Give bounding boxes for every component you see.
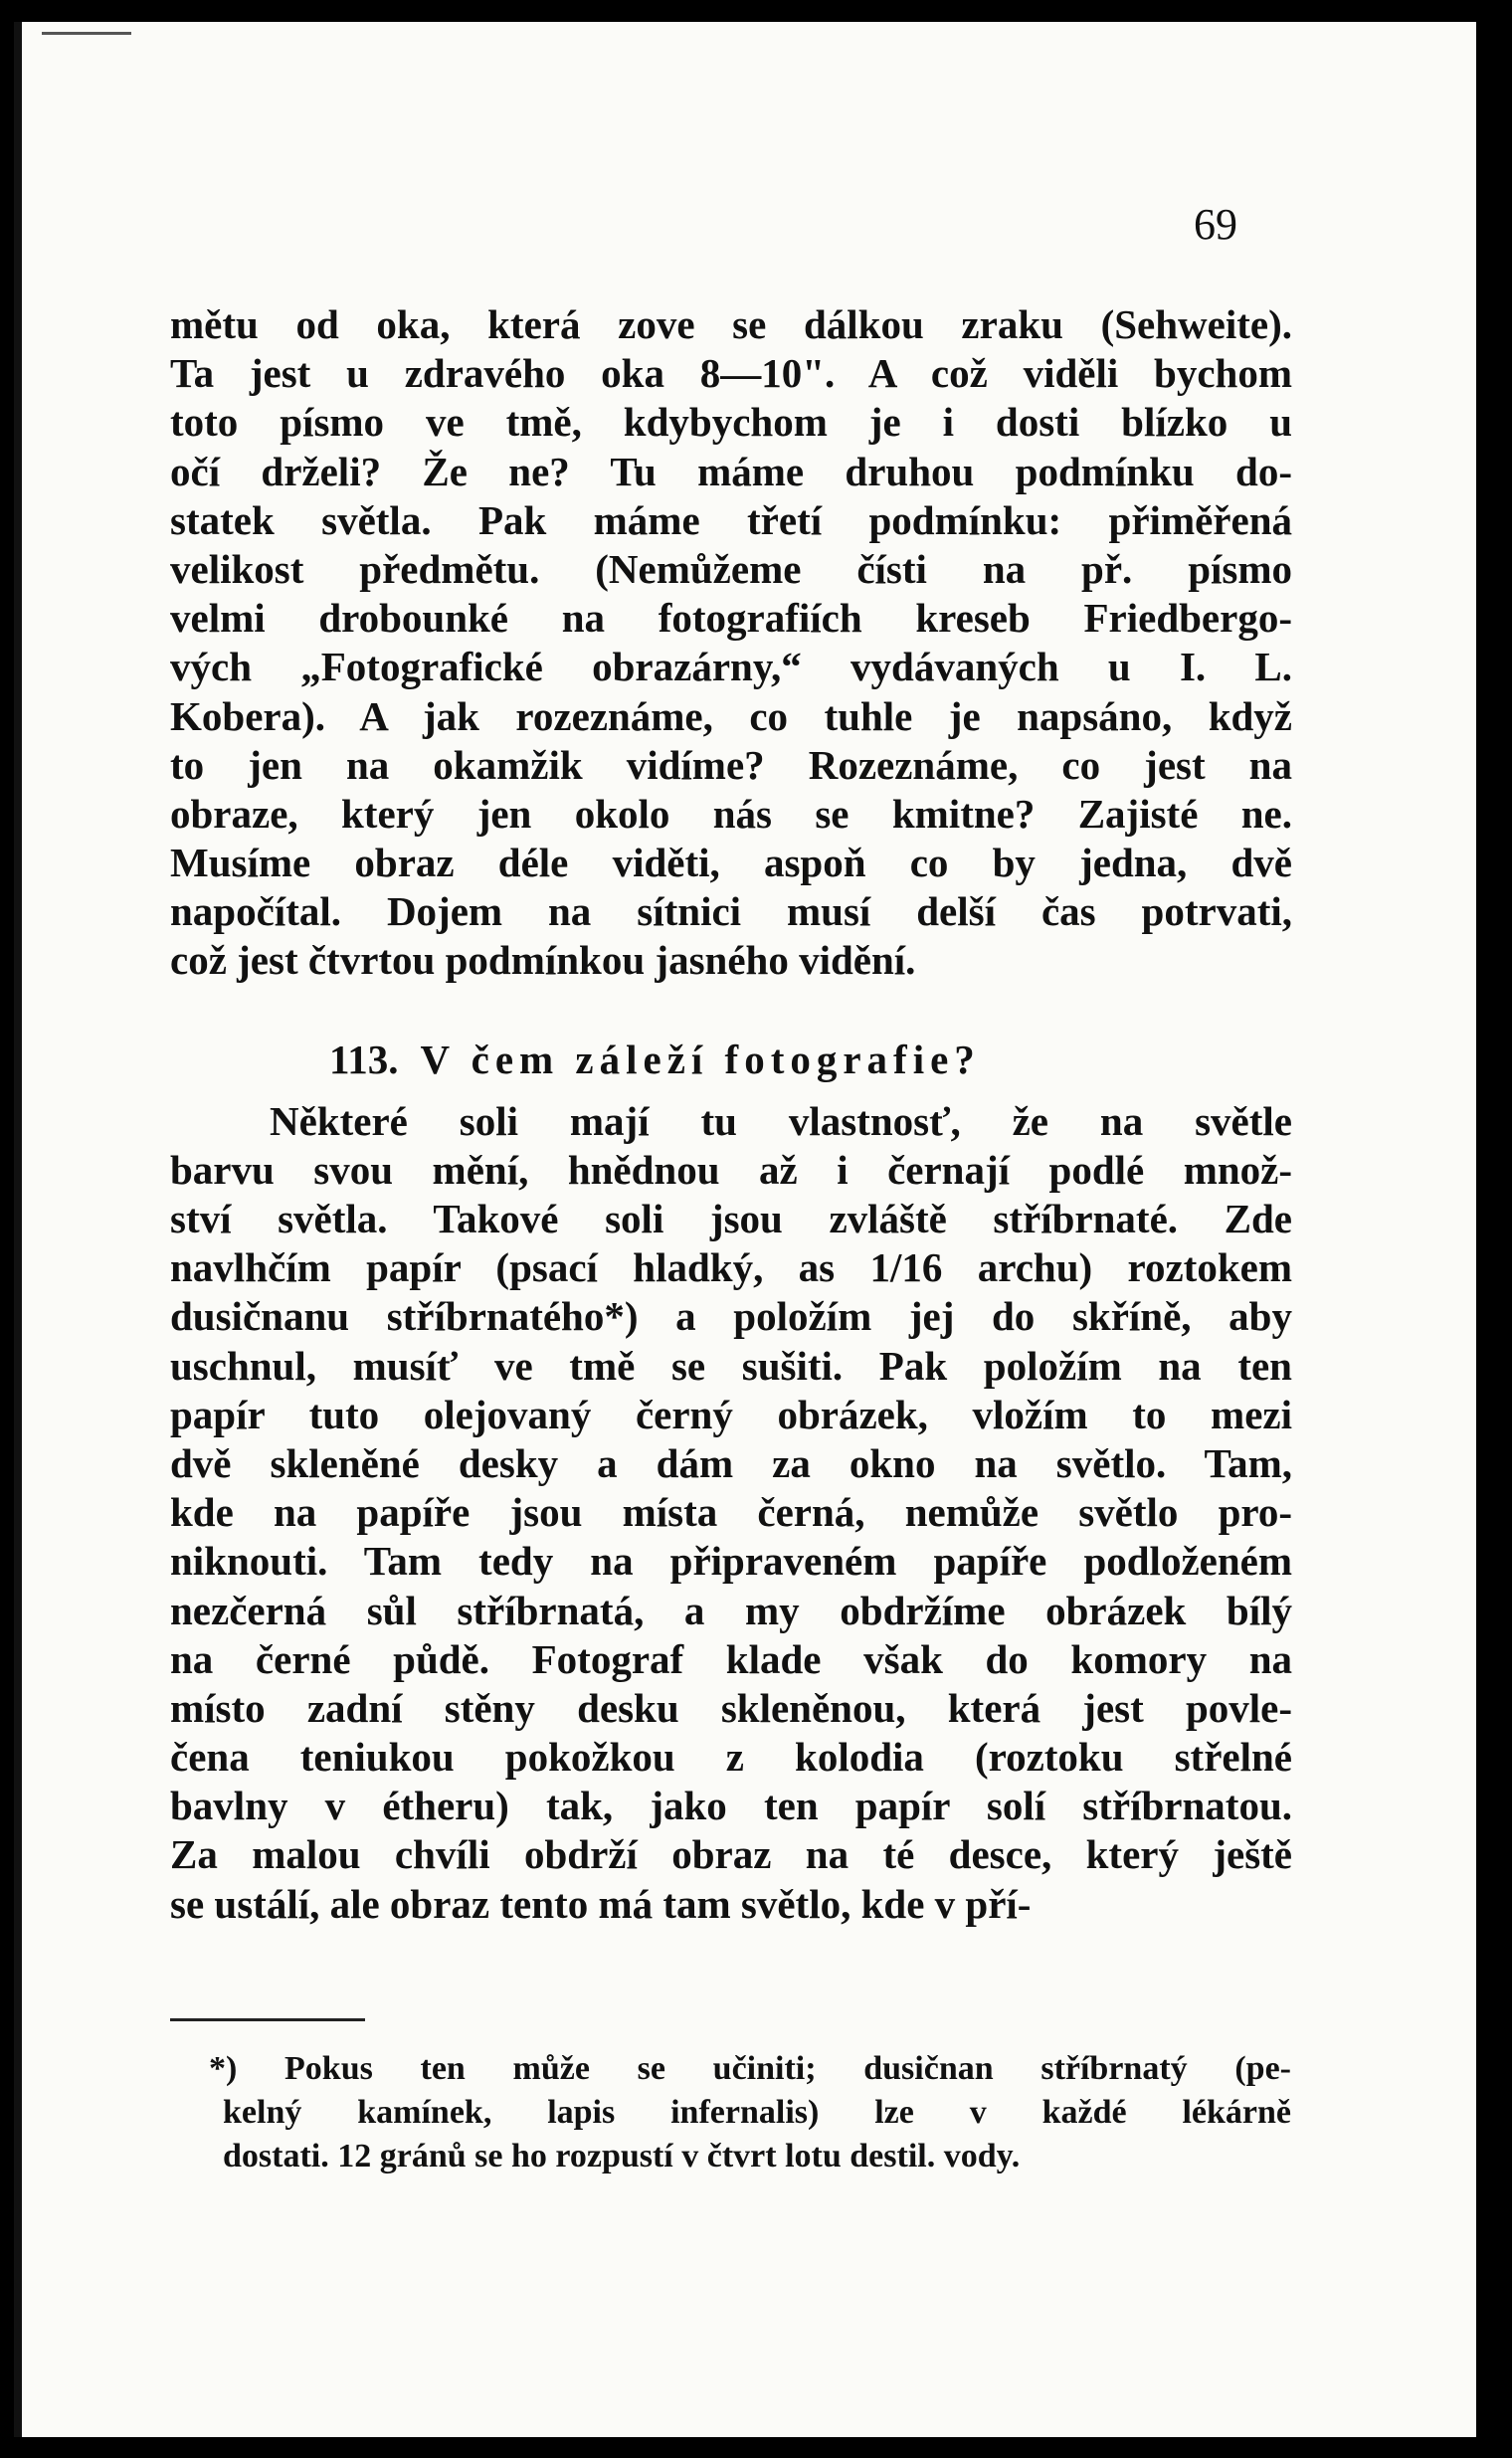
text-line: dusičnanu stříbrnatého*) a položím jej do skříně, aby [170, 1293, 1292, 1340]
text-line: toto písmo ve tmě, kdybychom je i dosti blízko u [170, 399, 1292, 446]
text-line: Některé soli mají tu vlastnosť, že na světle [270, 1097, 1292, 1144]
text-line: kde na papíře jsou místa černá, nemůže světlo pro- [170, 1489, 1292, 1536]
page-edge-shadow [14, 22, 22, 2437]
text-line: *) Pokus ten může se učiniti; dusičnan stříbrnatý (pe- [209, 2050, 1291, 2087]
section-heading [170, 1030, 1292, 1089]
text-line: se ustálí, ale obraz tento má tam světlo, kde v pří- [170, 1880, 1032, 1927]
text-line: uschnul, musíť ve tmě se sušiti. Pak položím na ten [170, 1342, 1292, 1389]
text-line: místo zadní stěny desku skleněnou, která jest povle- [170, 1684, 1292, 1731]
page-number: 69 [1194, 200, 1237, 249]
text-line: napočítal. Dojem na sítnici musí delší čas potrvati, [170, 888, 1292, 935]
paragraph-1 [170, 300, 1292, 986]
text-line: vých „Fotografické obrazárny,“ vydávaných u I. L. [170, 644, 1292, 690]
text-line: niknouti. Tam tedy na připraveném papíře podloženém [170, 1538, 1292, 1585]
text-line: statek světla. Pak máme třetí podmínku: přiměřená [170, 496, 1292, 543]
section-title: V čem záleží fotografie? [420, 1036, 981, 1082]
text-line: čena teniukou pokožkou z kolodia (roztoku střelné [170, 1734, 1292, 1781]
text-line: Musíme obraz déle viděti, aspoň co by jedna, dvě [170, 840, 1292, 886]
text-line: navlhčím papír (psací hladký, as 1/16 archu) roztokem [170, 1244, 1292, 1291]
text-line: dostati. 12 gránů se ho rozpustí v čtvrt lotu destil. vody. [223, 2138, 1021, 2174]
text-line: ství světla. Takové soli jsou zvláště stříbrnaté. Zde [170, 1196, 1292, 1241]
paragraph-2 [170, 1097, 1292, 1929]
text-line: Kobera). A jak rozeznáme, co tuhle je napsáno, když [170, 692, 1292, 739]
text-line: očí drželi? Že ne? Tu máme druhou podmínku do- [170, 448, 1292, 494]
text-line: velikost předmětu. (Nemůžeme čísti na př. písmo [170, 545, 1292, 592]
text-line: Za malou chvíli obdrží obraz na té desce, který ještě [170, 1831, 1292, 1878]
text-line: Ta jest u zdravého oka 8—10". A což viděli bychom [170, 350, 1292, 397]
body-text [170, 300, 1292, 1929]
section-number: 113. [329, 1036, 399, 1082]
print-mark [42, 32, 131, 35]
text-line: na černé půdě. Fotograf klade však do komory na [170, 1635, 1292, 1682]
text-line: obraze, který jen okolo nás se kmitne? Zajisté ne. [170, 790, 1292, 837]
text-line: kelný kamínek, lapis infernalis) lze v každé lékárně [223, 2094, 1291, 2131]
footnote-divider [170, 2018, 365, 2021]
book-page [14, 22, 1476, 2437]
text-line: mětu od oka, která zove se dálkou zraku (Sehweite). [170, 301, 1292, 347]
text-line: papír tuto olejovaný černý obrázek, vložím to mezi [170, 1391, 1292, 1437]
footnote [209, 2047, 1291, 2178]
text-line: což jest čtvrtou podmínkou jasného vidění. [170, 937, 916, 984]
text-line: barvu svou mění, hnědnou až i černají podlé množ- [170, 1146, 1292, 1193]
text-line: to jen na okamžik vidíme? Rozeznáme, co jest na [170, 741, 1292, 788]
text-line: nezčerná sůl stříbrnatá, a my obdržíme obrázek bílý [170, 1587, 1292, 1633]
text-line: bavlny v étheru) tak, jako ten papír solí stříbrnatou. [170, 1783, 1292, 1829]
text-line: dvě skleněné desky a dám za okno na světlo. Tam, [170, 1439, 1292, 1486]
text-line: velmi drobounké na fotografiích kreseb Friedbergo- [170, 595, 1292, 642]
